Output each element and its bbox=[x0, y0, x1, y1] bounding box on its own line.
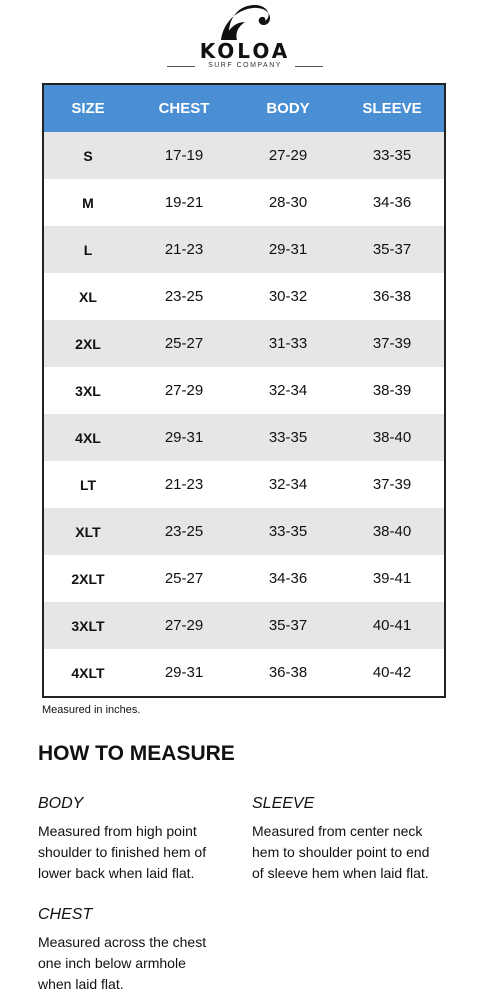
cell-body: 35-37 bbox=[268, 617, 308, 634]
cell-sleeve: 33-35 bbox=[372, 147, 412, 164]
table-row bbox=[44, 132, 444, 179]
table-row bbox=[44, 602, 444, 649]
table-row bbox=[44, 508, 444, 555]
table-row bbox=[44, 414, 444, 461]
wave-icon bbox=[165, 2, 325, 42]
cell-body: 36-38 bbox=[268, 664, 308, 681]
brand-tagline: SURF COMPANY bbox=[208, 62, 282, 69]
cell-size: S bbox=[83, 147, 93, 164]
table-row bbox=[44, 226, 444, 273]
cell-chest: 27-29 bbox=[164, 617, 204, 634]
sleeve-heading: SLEEVE bbox=[252, 795, 315, 812]
sleeve-description bbox=[252, 821, 429, 884]
cell-size: LT bbox=[79, 476, 97, 493]
table-row bbox=[44, 273, 444, 320]
cell-size: L bbox=[83, 241, 93, 258]
cell-size: 2XLT bbox=[71, 570, 105, 587]
cell-size: XL bbox=[79, 288, 97, 305]
cell-body: 30-32 bbox=[268, 288, 308, 305]
cell-body: 33-35 bbox=[268, 429, 308, 446]
logo-rule-right bbox=[295, 66, 323, 67]
cell-sleeve: 40-41 bbox=[372, 617, 412, 634]
cell-sleeve: 38-39 bbox=[372, 382, 412, 399]
cell-chest: 25-27 bbox=[164, 570, 204, 587]
chest-heading: CHEST bbox=[38, 906, 93, 923]
chest-line: Measured across the chest bbox=[38, 934, 207, 950]
units-note: Measured in inches. bbox=[42, 704, 141, 716]
cell-body: 34-36 bbox=[268, 570, 308, 587]
cell-sleeve: 39-41 bbox=[372, 570, 412, 587]
body-line: lower back when laid flat. bbox=[38, 865, 195, 881]
cell-chest: 27-29 bbox=[164, 382, 204, 399]
chest-line: one inch below armhole bbox=[38, 955, 186, 971]
how-to-measure-title: HOW TO MEASURE bbox=[38, 742, 235, 765]
cell-size: XLT bbox=[75, 523, 101, 540]
cell-sleeve: 34-36 bbox=[372, 194, 412, 211]
cell-sleeve: 38-40 bbox=[372, 429, 412, 446]
cell-sleeve: 37-39 bbox=[372, 335, 412, 352]
cell-size: 3XL bbox=[75, 382, 101, 399]
cell-chest: 21-23 bbox=[164, 241, 204, 258]
table-row bbox=[44, 461, 444, 508]
cell-chest: 29-31 bbox=[164, 664, 204, 681]
chest-description bbox=[38, 932, 206, 995]
cell-chest: 29-31 bbox=[164, 429, 204, 446]
cell-body: 31-33 bbox=[268, 335, 308, 352]
cell-size: 4XL bbox=[75, 429, 101, 446]
sleeve-line: hem to shoulder point to end bbox=[252, 844, 430, 860]
sleeve-line: of sleeve hem when laid flat. bbox=[252, 865, 429, 881]
table-row bbox=[44, 179, 444, 226]
cell-body: 29-31 bbox=[268, 241, 308, 258]
header-chest: CHEST bbox=[158, 100, 210, 117]
table-header-row bbox=[44, 85, 444, 132]
body-heading: BODY bbox=[38, 795, 84, 812]
cell-size: 3XLT bbox=[71, 617, 105, 634]
cell-sleeve: 37-39 bbox=[372, 476, 412, 493]
body-line: shoulder to finished hem of bbox=[38, 844, 207, 860]
cell-sleeve: 35-37 bbox=[372, 241, 412, 258]
header-body: BODY bbox=[266, 100, 310, 117]
cell-chest: 23-25 bbox=[164, 523, 204, 540]
table-row bbox=[44, 367, 444, 414]
table-row bbox=[44, 320, 444, 367]
cell-chest: 17-19 bbox=[164, 147, 204, 164]
cell-body: 32-34 bbox=[268, 382, 308, 399]
cell-chest: 19-21 bbox=[164, 194, 204, 211]
header-sleeve: SLEEVE bbox=[362, 100, 422, 117]
table-row bbox=[44, 649, 444, 696]
cell-size: 2XL bbox=[75, 335, 101, 352]
table-row bbox=[44, 555, 444, 602]
sleeve-line: Measured from center neck bbox=[252, 823, 423, 839]
cell-chest: 21-23 bbox=[164, 476, 204, 493]
brand-name: KOLOA bbox=[199, 39, 291, 63]
cell-chest: 25-27 bbox=[164, 335, 204, 352]
cell-sleeve: 36-38 bbox=[372, 288, 412, 305]
brand-logo bbox=[165, 2, 325, 74]
cell-size: 4XLT bbox=[71, 664, 105, 681]
header-size: SIZE bbox=[71, 100, 105, 117]
cell-size: M bbox=[82, 194, 94, 211]
cell-body: 33-35 bbox=[268, 523, 308, 540]
cell-chest: 23-25 bbox=[164, 288, 204, 305]
cell-body: 28-30 bbox=[268, 194, 308, 211]
body-line: Measured from high point bbox=[38, 823, 197, 839]
cell-body: 27-29 bbox=[268, 147, 308, 164]
size-chart-table bbox=[42, 83, 446, 698]
body-description bbox=[38, 821, 206, 884]
chest-line: when laid flat. bbox=[38, 976, 124, 992]
cell-sleeve: 38-40 bbox=[372, 523, 412, 540]
cell-sleeve: 40-42 bbox=[372, 664, 412, 681]
cell-body: 32-34 bbox=[268, 476, 308, 493]
